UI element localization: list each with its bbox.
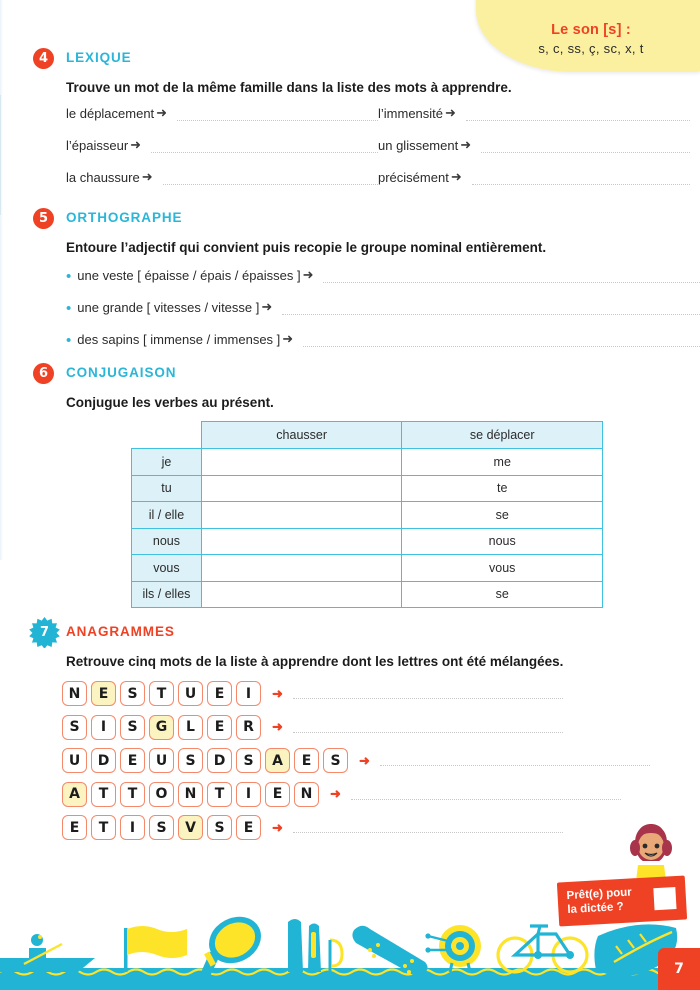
answer-line[interactable]: [163, 174, 378, 185]
exercise-7-title: ANAGRAMMES: [66, 624, 175, 639]
table-row: [132, 502, 603, 529]
answer-line[interactable]: [151, 142, 378, 153]
answer-line[interactable]: [380, 755, 650, 766]
letter-tile: D: [91, 748, 116, 773]
rower-icon: [0, 934, 95, 972]
lexique-word: un glissement: [378, 138, 459, 153]
letter-tile: I: [120, 815, 145, 840]
pronoun-cell: tu: [132, 475, 202, 502]
table-row: [132, 581, 603, 608]
lexique-word: l’immensité: [378, 106, 444, 121]
letter-tile: I: [236, 782, 261, 807]
column-header-se-deplacer: se déplacer: [402, 422, 603, 449]
anagram-row: [62, 782, 700, 807]
sports-illustration: [0, 900, 700, 990]
exercise-4: [0, 48, 700, 185]
answer-cell-chausser[interactable]: [201, 581, 402, 608]
arrow-icon: ➜: [156, 105, 168, 120]
exercise-5-title: ORTHOGRAPHE: [66, 210, 183, 225]
letter-tile: E: [265, 782, 290, 807]
anagram-row: [62, 748, 700, 773]
column-header-chausser: chausser: [201, 422, 402, 449]
conjugation-table: [131, 421, 603, 608]
letter-tile: E: [207, 715, 232, 740]
answer-line[interactable]: [177, 110, 378, 121]
exercise-7-number: 7: [39, 625, 50, 640]
skis-icon: [288, 919, 342, 972]
bullet-icon: •: [66, 332, 72, 349]
letter-tile: S: [236, 748, 261, 773]
answer-cell-chausser[interactable]: [201, 449, 402, 476]
answer-line[interactable]: [472, 174, 690, 185]
exercise-6-instruction: Conjugue les verbes au présent.: [66, 395, 274, 410]
exercise-4-number-badge: [33, 48, 54, 69]
answer-cell-chausser[interactable]: [201, 528, 402, 555]
pronoun-cell: il / elle: [132, 502, 202, 529]
lexique-word: la chaussure: [66, 170, 140, 185]
lexique-item: [378, 105, 690, 121]
answer-cell-se-deplacer[interactable]: te: [402, 475, 603, 502]
exercise-6-title: CONJUGAISON: [66, 365, 177, 380]
answer-cell-chausser[interactable]: [201, 475, 402, 502]
exercise-7-header: [0, 622, 700, 646]
exercise-6-header: [0, 363, 700, 387]
letter-tile: E: [62, 815, 87, 840]
letter-tile: S: [120, 681, 145, 706]
pronoun-cell: je: [132, 449, 202, 476]
answer-cell-chausser[interactable]: [201, 502, 402, 529]
letter-tile: N: [294, 782, 319, 807]
answer-line[interactable]: [293, 688, 563, 699]
exercise-4-title: LEXIQUE: [66, 50, 132, 65]
letter-tile: I: [236, 681, 261, 706]
exercise-4-header: [0, 48, 700, 72]
orthographe-item: [66, 267, 700, 283]
orthographe-phrase: une veste [ épaisse / épais / épaisses ]: [77, 268, 301, 283]
answer-line[interactable]: [466, 110, 690, 121]
lexique-item: [66, 105, 378, 121]
exercise-6-number-badge: [33, 363, 54, 384]
page-number-badge: [658, 948, 700, 990]
arrow-icon: ➜: [141, 169, 153, 184]
answer-cell-se-deplacer[interactable]: se: [402, 581, 603, 608]
exercise-5: [0, 208, 700, 363]
arrow-icon: ➜: [359, 752, 370, 768]
arrow-icon: ➜: [330, 786, 341, 801]
letter-tile: D: [207, 748, 232, 773]
pronoun-cell: nous: [132, 528, 202, 555]
arrow-icon: ➜: [460, 137, 472, 152]
exercise-7-instruction: Retrouve cinq mots de la liste à apprendre dont les lettres ont été mélangées.: [66, 654, 564, 669]
letter-tile-highlighted: V: [178, 815, 203, 840]
letter-tile-highlighted: A: [62, 782, 87, 807]
table-corner-cell: [132, 422, 202, 449]
orthographe-list: [66, 267, 700, 347]
letter-tile: R: [236, 715, 261, 740]
letter-tile: E: [236, 815, 261, 840]
bullet-icon: •: [66, 268, 72, 285]
letter-tile-highlighted: A: [265, 748, 290, 773]
letter-tile: I: [91, 715, 116, 740]
anagram-row: [62, 715, 700, 740]
orthographe-phrase: une grande [ vitesses / vitesse ]: [77, 300, 260, 315]
answer-line[interactable]: [293, 722, 563, 733]
letter-tile: S: [62, 715, 87, 740]
letter-tile: U: [62, 748, 87, 773]
letter-tile: O: [149, 782, 174, 807]
answer-cell-se-deplacer[interactable]: vous: [402, 555, 603, 582]
letter-tile-highlighted: G: [149, 715, 174, 740]
arrow-icon: ➜: [302, 267, 314, 282]
pronoun-cell: vous: [132, 555, 202, 582]
exercise-5-instruction: Entoure l’adjectif qui convient puis recopie le groupe nominal entièrement.: [66, 240, 547, 255]
exercise-4-number: 4: [38, 51, 49, 66]
letter-tile: S: [323, 748, 348, 773]
exercise-7-number-badge: [29, 617, 60, 648]
letter-tile: N: [178, 782, 203, 807]
table-row: [132, 475, 603, 502]
exercise-5-header: [0, 208, 700, 232]
arrow-icon: ➜: [445, 105, 456, 120]
arrow-icon: ➜: [450, 169, 462, 184]
lexique-word: précisément: [378, 170, 449, 185]
arrow-icon: ➜: [130, 137, 142, 152]
letter-tile: S: [149, 815, 174, 840]
letter-tile: T: [91, 782, 116, 807]
footer-illustration-band: [0, 900, 700, 990]
letter-tile: U: [149, 748, 174, 773]
page-number: 7: [674, 961, 684, 977]
exercise-4-instruction: Trouve un mot de la même famille dans la liste des mots à apprendre.: [66, 80, 512, 95]
lexique-item: [378, 137, 690, 153]
pronoun-cell: ils / elles: [132, 581, 202, 608]
table-header-row: [132, 422, 603, 449]
arrow-icon: ➜: [272, 685, 283, 701]
letter-tile: E: [207, 681, 232, 706]
lexique-list: [66, 105, 700, 185]
letter-tile: S: [120, 715, 145, 740]
dictee-line-1: Prêt(e) pour: [566, 886, 633, 903]
table-row: [132, 555, 603, 582]
answer-line[interactable]: [323, 272, 700, 283]
table-row: [132, 449, 603, 476]
answer-cell-se-deplacer[interactable]: me: [402, 449, 603, 476]
sound-badge-letters: s, c, ss, ç, sc, x, t: [538, 41, 644, 56]
arrow-icon: ➜: [261, 299, 273, 314]
letter-tile: T: [207, 782, 232, 807]
letter-tile: U: [178, 681, 203, 706]
answer-line[interactable]: [282, 304, 700, 315]
answer-line[interactable]: [293, 822, 563, 833]
anagram-row: [62, 681, 700, 706]
letter-tile: T: [120, 782, 145, 807]
bicycle-icon: [498, 926, 587, 972]
exercise-6: [0, 363, 700, 608]
answer-line[interactable]: [351, 789, 621, 800]
lexique-item: [378, 169, 690, 185]
exercise-6-number: 6: [38, 366, 49, 381]
letter-tile: S: [178, 748, 203, 773]
answer-line[interactable]: [303, 336, 700, 347]
lexique-item: [66, 137, 378, 153]
sound-badge-title: Le son [s] :: [551, 22, 631, 38]
answer-cell-chausser[interactable]: [201, 555, 402, 582]
flag-icon: [124, 926, 187, 972]
lexique-word: le déplacement: [66, 106, 155, 121]
girl-character-icon: [624, 819, 678, 881]
dictee-line-2: la dictée ?: [567, 900, 624, 917]
archery-target-icon: [425, 925, 481, 972]
answer-line[interactable]: [481, 142, 690, 153]
orthographe-item: [66, 299, 700, 315]
letter-tile: N: [62, 681, 87, 706]
letter-tile: L: [178, 715, 203, 740]
letter-tile: T: [91, 815, 116, 840]
letter-tile: E: [294, 748, 319, 773]
arrow-icon: ➜: [282, 331, 294, 346]
answer-cell-se-deplacer[interactable]: se: [402, 502, 603, 529]
orthographe-phrase: des sapins [ immense / immenses ]: [77, 332, 281, 347]
arrow-icon: ➜: [272, 719, 283, 734]
letter-tile: E: [120, 748, 145, 773]
arrow-icon: ➜: [272, 819, 283, 835]
exercise-5-number: 5: [38, 211, 49, 226]
letter-tile: T: [149, 681, 174, 706]
exercise-5-number-badge: [33, 208, 54, 229]
orthographe-item: [66, 331, 700, 347]
table-row: [132, 528, 603, 555]
answer-cell-se-deplacer[interactable]: nous: [402, 528, 603, 555]
letter-tile-highlighted: E: [91, 681, 116, 706]
lexique-word: l’épaisseur: [66, 138, 129, 153]
letter-tile: S: [207, 815, 232, 840]
lexique-item: [66, 169, 378, 185]
bullet-icon: •: [66, 300, 72, 317]
